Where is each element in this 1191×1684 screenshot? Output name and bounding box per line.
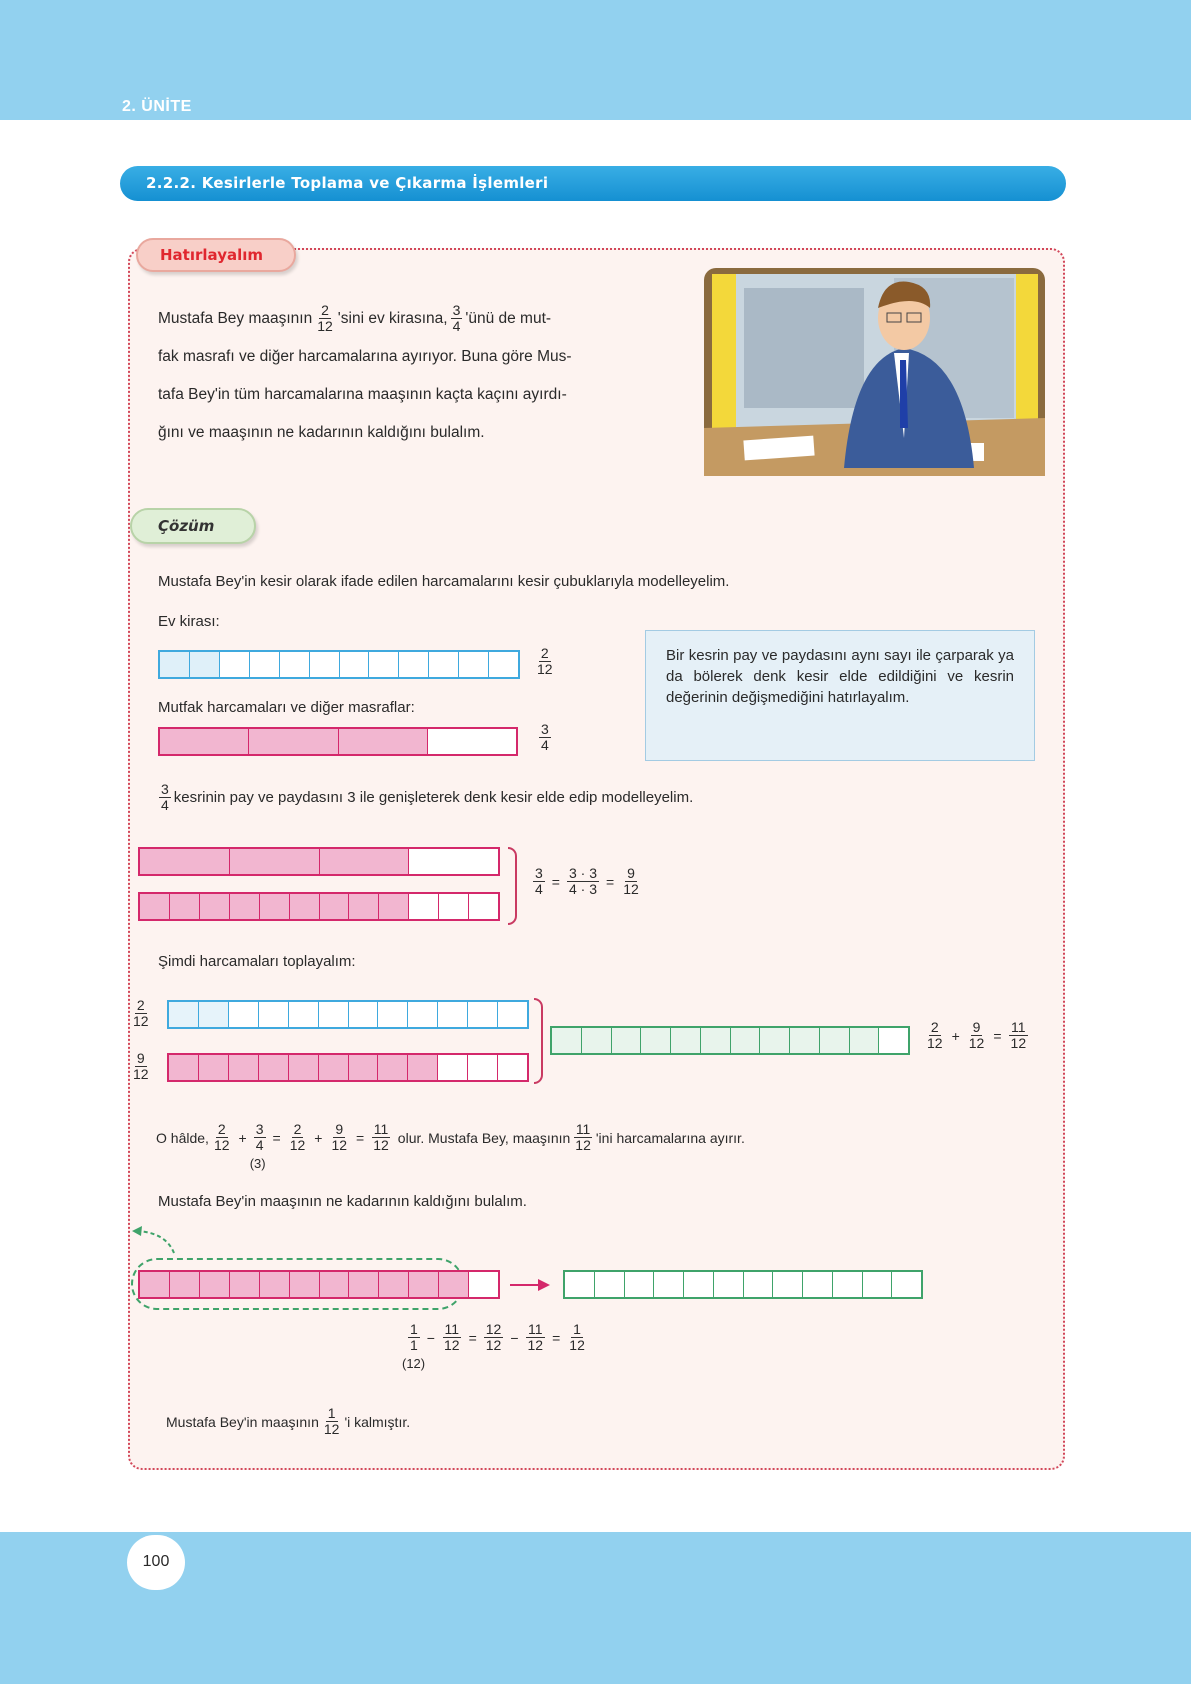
bar-cell-filled (760, 1028, 790, 1053)
bar-cell-empty (438, 1002, 468, 1027)
text: ğını ve maaşının ne kadarının kaldığını bulalım. (158, 424, 485, 441)
result-sentence: Mustafa Bey'in maaşının $\frac{1}{12}$ 'i kalmıştır. (166, 1405, 411, 1437)
bar-cell-filled (349, 894, 379, 919)
bar-cell-empty (408, 1002, 438, 1027)
bar-cell-filled (170, 894, 200, 919)
sum-bar (550, 1026, 910, 1055)
bar-cell-empty (220, 652, 250, 677)
text: 'sini ev kirasına, (337, 310, 448, 327)
brace (508, 847, 517, 925)
sum-equation: $\frac{2}{12}$ + $\frac{9}{12}$ = $\frac{11}{12}$ (927, 1019, 1027, 1051)
bar-cell-filled (260, 894, 290, 919)
bar-cell-empty (498, 1002, 527, 1027)
bar-cell-empty (438, 1055, 468, 1080)
kitchen-fraction: $\frac{3}{4}$ (541, 721, 549, 753)
bar-cell-filled (230, 849, 320, 874)
bar-cell-filled (290, 1272, 320, 1297)
bar-cell-filled (169, 1055, 199, 1080)
bar-cell-empty (319, 1002, 349, 1027)
bar-cell-empty (340, 652, 370, 677)
problem-paragraph (158, 300, 680, 452)
bar-cell-filled (170, 1272, 200, 1297)
bar-cell-filled (289, 1055, 319, 1080)
illustration-man-at-desk (704, 268, 1045, 476)
bar-cell-filled (320, 849, 410, 874)
rent-fraction: $\frac{2}{12}$ (537, 645, 553, 677)
solution-tab: Çözüm (130, 508, 256, 544)
bar-cell-empty (684, 1272, 714, 1297)
bar-cell-filled (379, 1272, 409, 1297)
bar-cell-filled (320, 1272, 350, 1297)
bar-cell-filled (160, 729, 249, 754)
bar-cell-filled (230, 1272, 260, 1297)
text: Mustafa Bey maaşının (158, 310, 313, 327)
bar-cell-filled (378, 1055, 408, 1080)
bar-cell-filled (169, 1002, 199, 1027)
rent-label: Ev kirası: (158, 613, 220, 630)
text: kesrinin pay ve paydasını 3 ile genişleterek denk kesir elde edip modelleyelim. (173, 788, 694, 806)
section-title: 2.2.2. Kesirlerle Toplama ve Çıkarma İşlemleri (120, 166, 1066, 201)
bar-cell-filled (200, 894, 230, 919)
bar-cell-filled (190, 652, 220, 677)
bar-cell-filled (641, 1028, 671, 1053)
bar-cell-filled (731, 1028, 761, 1053)
bar-cell-filled (320, 894, 350, 919)
bar-cell-empty (289, 1002, 319, 1027)
remaining-equation: 1 1 (12) − $\frac{11}{12}$ = $\frac{12}{12}$ − $\frac{11}{12}$ = $\frac{1}{12}$ (402, 1321, 585, 1371)
page-number: 100 (127, 1535, 185, 1590)
bar-cell-empty (310, 652, 340, 677)
bar-cell-empty (489, 652, 518, 677)
bar-cell-empty (429, 652, 459, 677)
bar-cell-empty (349, 1002, 379, 1027)
bar-cell-empty (428, 729, 516, 754)
bar-cell-filled (259, 1055, 289, 1080)
bar-cell-empty (498, 1055, 527, 1080)
rent-fraction-bar (158, 650, 520, 679)
fraction: $\frac{3}{4}$ (161, 781, 169, 813)
bar-cell-filled (319, 1055, 349, 1080)
bar-cell-filled (249, 729, 338, 754)
so-sentence: O hâlde, $\frac{2}{12}$ + 3 4 (3) = $\frac{2}{12}$ + $\frac{9}{12}$ = $\frac{11}{12}$ olur. Mustafa Bey, maaşının $\frac{11}{12}$ 'ini harcamalarına ayırır. (156, 1121, 745, 1171)
bar-cell-empty (879, 1028, 908, 1053)
bar-cell-filled (200, 1272, 230, 1297)
bar-cell-filled (140, 849, 230, 874)
bar-cell-empty (654, 1272, 684, 1297)
bar-cell-filled (160, 652, 190, 677)
bar-cell-filled (701, 1028, 731, 1053)
bar-cell-empty (469, 894, 498, 919)
bar-cell-filled (349, 1055, 379, 1080)
curved-arrow-icon (130, 1225, 180, 1255)
bar-cell-filled (199, 1055, 229, 1080)
bar-cell-filled (671, 1028, 701, 1053)
bar-cell-empty (833, 1272, 863, 1297)
bar-cell-empty (468, 1055, 498, 1080)
add-rent-bar (167, 1000, 529, 1029)
bar-cell-filled (229, 1055, 259, 1080)
remaining-question: Mustafa Bey'in maaşının ne kadarının kaldığını bulalım. (158, 1193, 527, 1210)
bar-cell-filled (379, 894, 409, 919)
bar-cell-filled (230, 894, 260, 919)
equivalence-equation: $\frac{3}{4}$ = $\frac{3 \cdot 3}{4 \cdot 3}$ = $\frac{9}{12}$ (535, 865, 639, 897)
twelfths-bar (138, 892, 500, 921)
bar-cell-filled (850, 1028, 880, 1053)
bar-cell-filled (582, 1028, 612, 1053)
expand-sentence (156, 782, 693, 813)
bar-cell-filled (140, 894, 170, 919)
bar-cell-empty (565, 1272, 595, 1297)
bar-cell-filled (339, 729, 428, 754)
bar-cell-filled (260, 1272, 290, 1297)
bar-cell-filled (552, 1028, 582, 1053)
bar-cell-filled (408, 1055, 438, 1080)
bar-cell-filled (790, 1028, 820, 1053)
bar-cell-filled (290, 894, 320, 919)
spent-bar (138, 1270, 500, 1299)
right-arrow-icon (508, 1277, 552, 1293)
fraction: $\frac{9}{12}$ (133, 1050, 149, 1082)
add-kitchen-bar (167, 1053, 529, 1082)
bar-cell-empty (803, 1272, 833, 1297)
kitchen-fraction-bar (158, 727, 518, 756)
whole-bar (563, 1270, 923, 1299)
bar-cell-empty (229, 1002, 259, 1027)
text: tafa Bey'in tüm harcamalarına maaşının kaçta kaçını ayırdı- (158, 386, 567, 403)
add-label: Şimdi harcamaları toplayalım: (158, 953, 356, 970)
bar-cell-empty (459, 652, 489, 677)
bar-cell-empty (399, 652, 429, 677)
bar-cell-empty (409, 894, 439, 919)
solution-intro: Mustafa Bey'in kesir olarak ifade edilen harcamalarını kesir çubuklarıyla modelleyelim. (158, 573, 730, 590)
bar-cell-filled (612, 1028, 642, 1053)
bar-cell-empty (369, 652, 399, 677)
bar-cell-empty (439, 894, 469, 919)
fraction: $\frac{2}{12}$ (133, 997, 149, 1029)
bar-cell-empty (409, 849, 498, 874)
text: fak masrafı ve diğer harcamalarına ayırıyor. Buna göre Mus- (158, 348, 572, 365)
bar-cell-empty (773, 1272, 803, 1297)
quarters-bar (138, 847, 500, 876)
bar-cell-empty (468, 1002, 498, 1027)
bar-cell-filled (349, 1272, 379, 1297)
bar-cell-filled (199, 1002, 229, 1027)
bar-cell-empty (744, 1272, 774, 1297)
fraction: $\frac{2}{12}$ (317, 302, 333, 335)
text: 'ünü de mut- (465, 310, 552, 327)
bar-cell-empty (378, 1002, 408, 1027)
brace (534, 998, 543, 1084)
bar-cell-empty (625, 1272, 655, 1297)
bar-cell-filled (140, 1272, 170, 1297)
remember-tab: Hatırlayalım (136, 238, 296, 272)
bar-cell-empty (259, 1002, 289, 1027)
kitchen-label: Mutfak harcamaları ve diğer masraflar: (158, 699, 415, 716)
bar-cell-filled (439, 1272, 469, 1297)
bar-cell-empty (595, 1272, 625, 1297)
bar-cell-empty (469, 1272, 498, 1297)
bar-cell-empty (892, 1272, 921, 1297)
bar-cell-empty (250, 652, 280, 677)
bar-cell-filled (409, 1272, 439, 1297)
bar-cell-filled (820, 1028, 850, 1053)
fraction: $\frac{3}{4}$ (452, 302, 461, 335)
bar-cell-empty (280, 652, 310, 677)
info-note: Bir kesrin pay ve paydasını aynı sayı ile çarparak ya da bölerek denk kesir elde edildiğini ve kesrin değerinin değişmediğini hatırlayalım. (645, 630, 1035, 761)
bar-cell-empty (863, 1272, 893, 1297)
bar-cell-empty (714, 1272, 744, 1297)
unit-label: 2. ÜNİTE (122, 98, 192, 115)
